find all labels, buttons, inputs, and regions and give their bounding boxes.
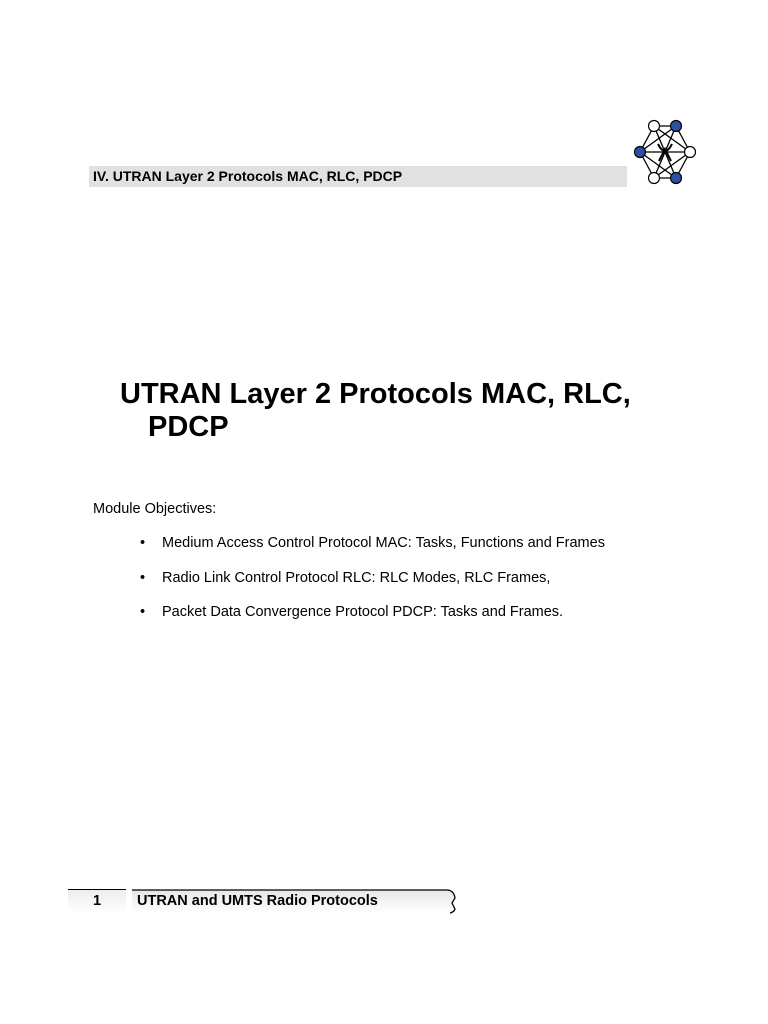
bullet-icon: • [140, 569, 146, 586]
section-title: IV. UTRAN Layer 2 Protocols MAC, RLC, PDCP [93, 168, 403, 184]
page-title-line-2: PDCP [148, 411, 229, 443]
footer-title-box [132, 889, 458, 914]
network-logo-icon [628, 118, 700, 186]
page-title-line-1: UTRAN Layer 2 Protocols MAC, RLC, [120, 378, 631, 410]
objective-text: Radio Link Control Protocol RLC: RLC Modes, RLC Frames, [162, 569, 551, 586]
bullet-icon: • [140, 535, 146, 551]
section-header [89, 166, 627, 187]
objectives-label: Module Objectives: [93, 501, 217, 517]
page-number-box [68, 889, 126, 913]
list-item [0, 534, 768, 569]
bullet-icon: • [140, 604, 146, 620]
page-number: 1 [93, 893, 102, 909]
list-item [0, 603, 768, 638]
objective-text: Medium Access Control Protocol MAC: Tasks, Functions and Frames [162, 535, 605, 551]
page-title [120, 378, 720, 444]
objectives-list [0, 534, 768, 638]
objective-text: Packet Data Convergence Protocol PDCP: Tasks and Frames. [162, 604, 564, 620]
footer-course-title: UTRAN and UMTS Radio Protocols [137, 893, 378, 909]
list-item [0, 569, 768, 604]
